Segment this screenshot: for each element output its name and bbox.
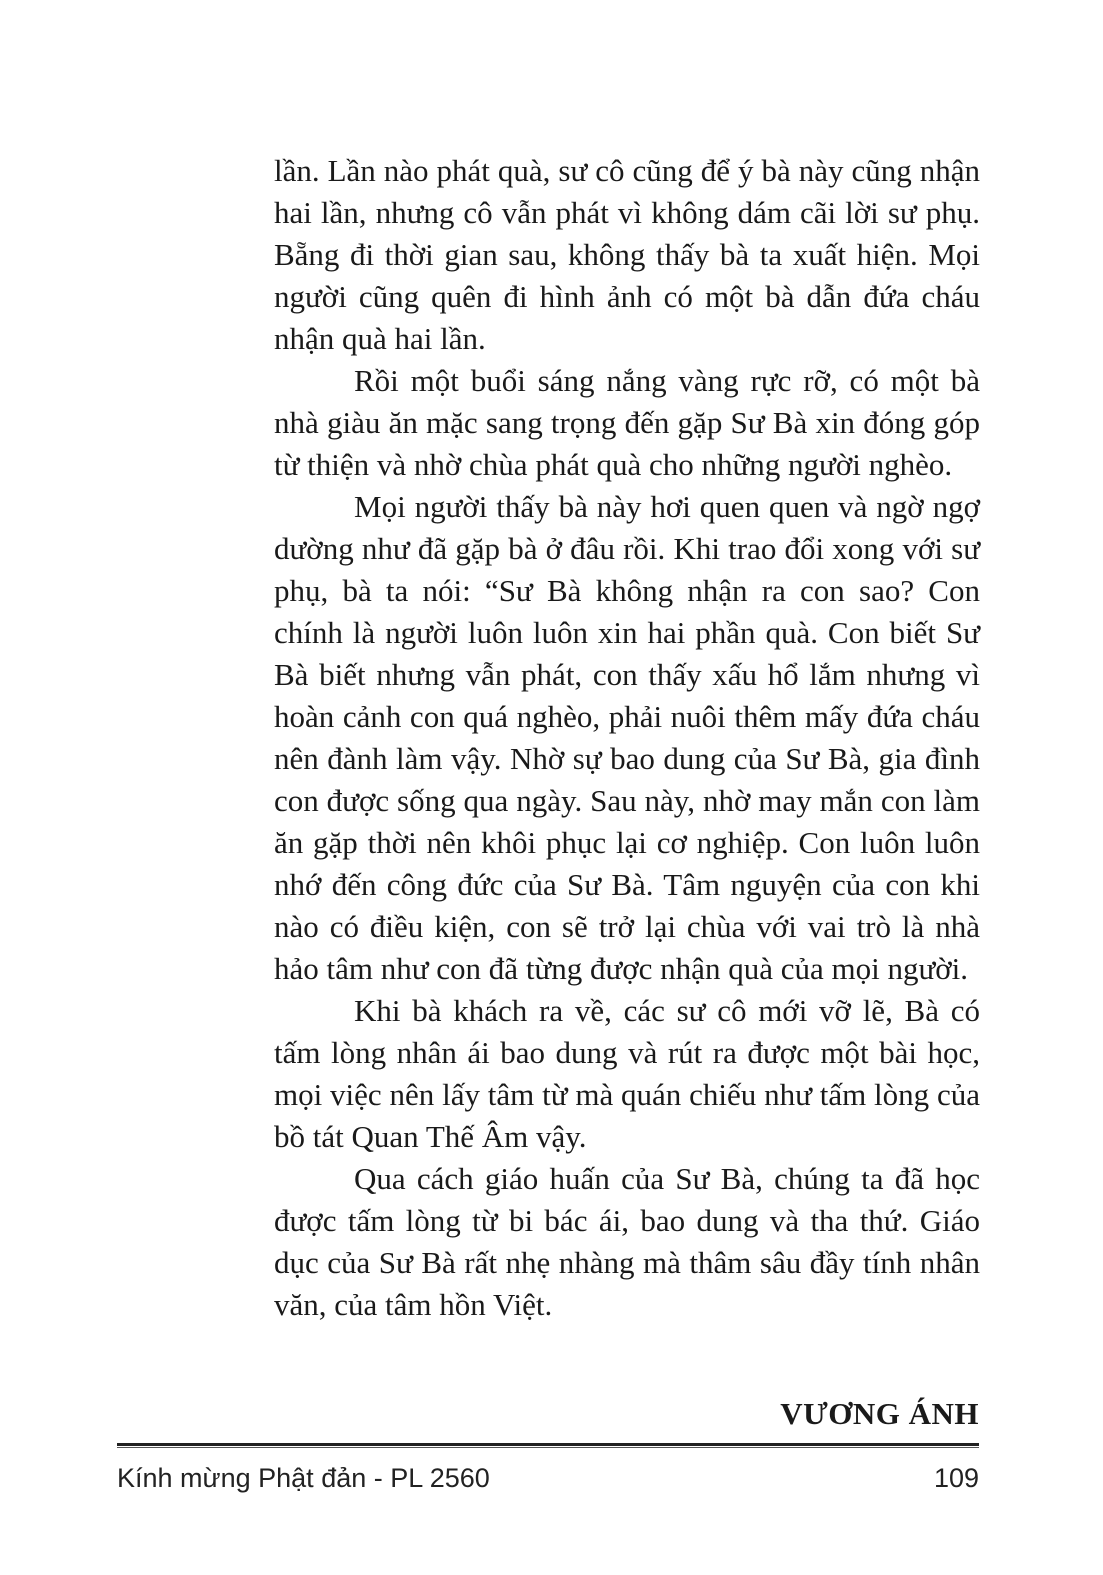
page-number: 109: [933, 1463, 979, 1493]
footer-publication-title: Kính mừng Phật đản - PL 2560: [117, 1463, 490, 1493]
paragraph: Khi bà khách ra về, các sư cô mới vỡ lẽ, Bà có tấm lòng nhân ái bao dung và rút ra được một bài học, mọi việc nên lấy tâm từ mà quán chiếu như tấm lòng của bồ tát Quan Thế Âm vậy.: [274, 993, 980, 1154]
author-name: VƯƠNG ÁNH: [780, 1396, 979, 1431]
paragraph: Qua cách giáo huấn của Sư Bà, chúng ta đã học được tấm lòng từ bi bác ái, bao dung và tha thứ. Giáo dục của Sư Bà rất nhẹ nhàng mà thâm sâu đầy tính nhân văn, của tâm hồn Việt.: [274, 1161, 980, 1322]
footer-divider: [117, 1443, 979, 1448]
paragraph: Rồi một buổi sáng nắng vàng rực rỡ, có một bà nhà giàu ăn mặc sang trọng đến gặp Sư Bà xin đóng góp từ thiện và nhờ chùa phát quà cho những người nghèo.: [274, 363, 980, 482]
paragraph: Mọi người thấy bà này hơi quen quen và ngờ ngợ dường như đã gặp bà ở đâu rồi. Khi trao đổi xong với sư phụ, bà ta nói: “Sư Bà không nhận ra con sao? Con chính là người luôn luôn xin hai phần quà. Con biết Sư Bà biết nhưng vẫn phát, con thấy xấu hổ lắm nhưng vì hoàn cảnh con quá nghèo, phải nuôi thêm mấy đứa cháu nên đành làm vậy. Nhờ sự bao dung của Sư Bà, gia đình con được sống qua ngày. Sau này, nhờ may mắn con làm ăn gặp thời nên khôi phục lại cơ nghiệp. Con luôn luôn nhớ đến công đức của Sư Bà. Tâm nguyện của con khi nào có điều kiện, con sẽ trở lại chùa với vai trò là nhà hảo tâm như con đã từng được nhận quà của mọi người.: [274, 489, 980, 986]
article-body: [274, 150, 980, 1326]
paragraph-continuation: lần. Lần nào phát quà, sư cô cũng để ý bà này cũng nhận hai lần, nhưng cô vẫn phát vì không dám cãi lời sư phụ. Bẵng đi thời gian sau, không thấy bà ta xuất hiện. Mọi người cũng quên đi hình ảnh có một bà dẫn đứa cháu nhận quà hai lần.: [274, 153, 980, 356]
